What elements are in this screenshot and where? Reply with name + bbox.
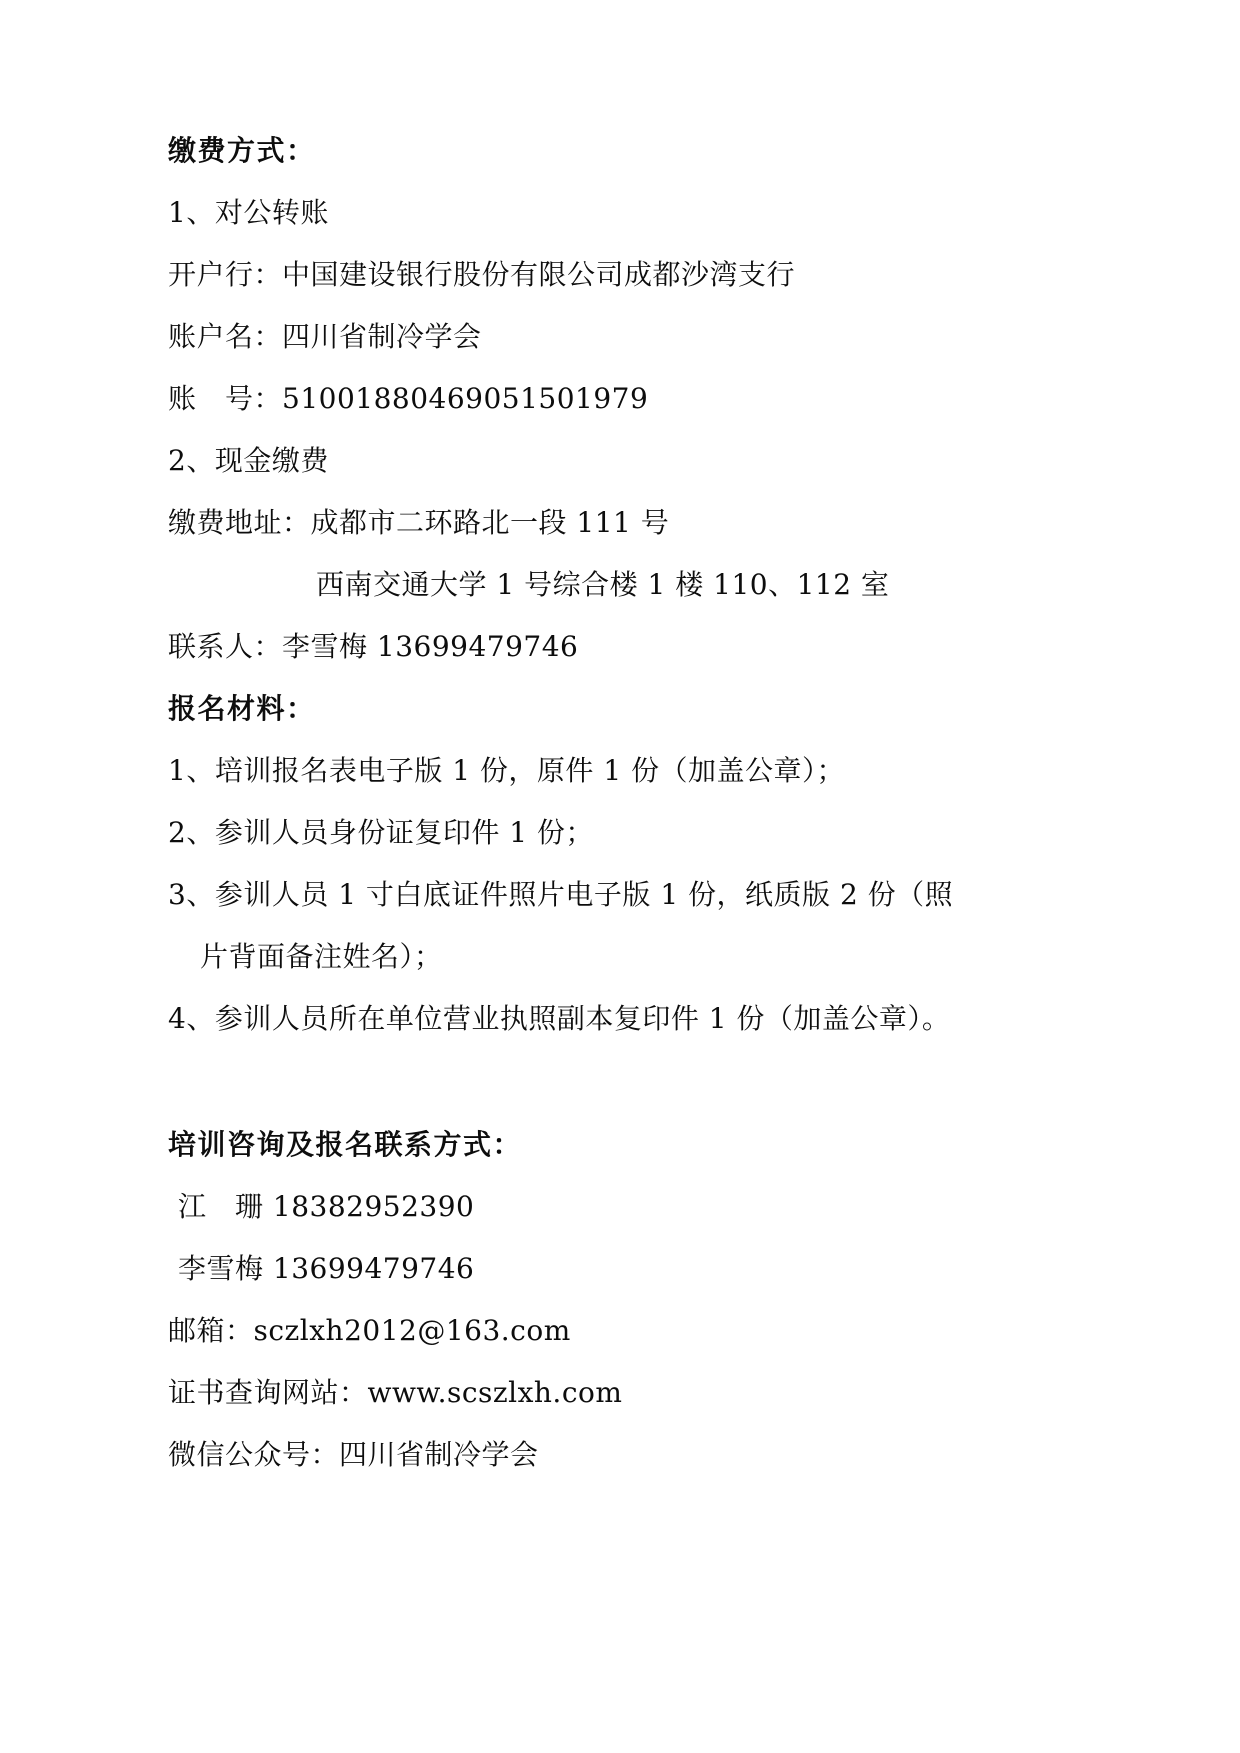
materials-item-4: 4、参训人员所在单位营业执照副本复印件 1 份（加盖公章）。 bbox=[168, 1002, 951, 1035]
payment-line-cash: 2、现金缴费 bbox=[168, 444, 329, 477]
consultation-website: 证书查询网站：www.scszlxh.com bbox=[168, 1376, 623, 1409]
payment-line-account-name: 账户名：四川省制冷学会 bbox=[168, 320, 482, 353]
consultation-contact-2: 李雪梅 13699479746 bbox=[178, 1252, 475, 1285]
consultation-contact-1: 江 珊 18382952390 bbox=[178, 1190, 475, 1223]
payment-line-bank-name: 开户行：中国建设银行股份有限公司成都沙湾支行 bbox=[168, 258, 796, 291]
materials-item-3: 3、参训人员 1 寸白底证件照片电子版 1 份，纸质版 2 份（照 bbox=[168, 878, 954, 911]
payment-line-account-number: 账 号：51001880469051501979 bbox=[168, 382, 649, 415]
payment-line-address: 缴费地址：成都市二环路北一段 111 号 bbox=[168, 506, 670, 539]
payment-line-address-detail: 西南交通大学 1 号综合楼 1 楼 110、112 室 bbox=[316, 568, 890, 601]
materials-item-2: 2、参训人员身份证复印件 1 份； bbox=[168, 816, 594, 849]
materials-item-3-continued: 片背面备注姓名）； bbox=[200, 940, 443, 973]
materials-item-1: 1、培训报名表电子版 1 份，原件 1 份（加盖公章）； bbox=[168, 754, 846, 787]
payment-contact-line: 联系人：李雪梅 13699479746 bbox=[168, 630, 579, 663]
materials-heading: 报名材料： bbox=[168, 692, 316, 725]
payment-method-heading: 缴费方式： bbox=[168, 134, 316, 167]
consultation-email: 邮箱：sczlxh2012@163.com bbox=[168, 1314, 571, 1347]
consultation-heading: 培训咨询及报名联系方式： bbox=[168, 1128, 523, 1161]
consultation-wechat: 微信公众号：四川省制冷学会 bbox=[168, 1438, 539, 1471]
section-spacer bbox=[168, 1050, 1090, 1114]
payment-line-bank-transfer: 1、对公转账 bbox=[168, 196, 329, 229]
